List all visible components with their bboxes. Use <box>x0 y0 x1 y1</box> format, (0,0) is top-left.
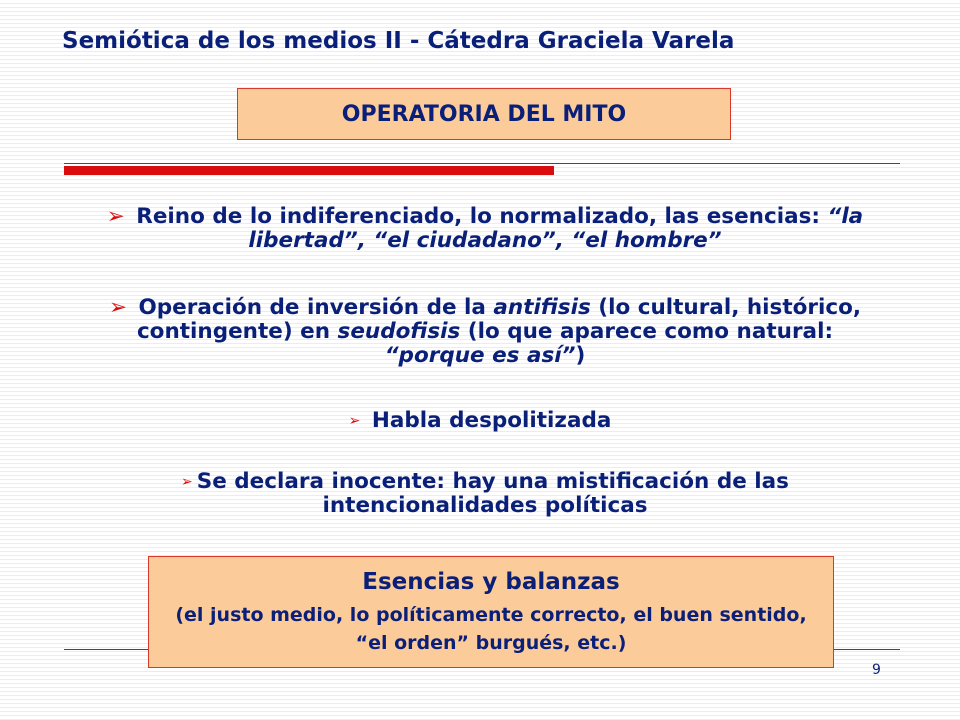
rule-thick <box>64 166 554 175</box>
bullet-4 <box>90 470 880 518</box>
bullet-1 <box>95 205 875 253</box>
bullet-4-text: Se declara inocente: hay una mistificación de las intencionalidades políticas <box>196 469 789 518</box>
page-number: 9 <box>872 662 881 678</box>
arrow-bullet-icon: ➢ <box>181 474 193 490</box>
slide-title-box <box>237 88 731 140</box>
bullet-2-text-a: Operación de inversión de la <box>138 295 494 320</box>
rule-thin <box>64 163 900 164</box>
bullet-2-antifisis: antifisis <box>493 295 591 320</box>
bullet-1-text: Reino de lo indiferenciado, lo normalizado, las esencias: <box>136 204 828 229</box>
bullet-2-seudofisis: seudofisis <box>337 319 461 344</box>
slide-title: OPERATORIA DEL MITO <box>341 101 627 127</box>
arrow-bullet-icon: ➢ <box>106 204 125 229</box>
bullet-2-text-e: (lo que aparece como natural: <box>460 319 834 344</box>
bullet-2 <box>90 296 880 368</box>
bullet-3-text: Habla despolitizada <box>371 408 612 433</box>
summary-heading: Esencias y balanzas <box>362 569 620 595</box>
bullet-2-text-c: (lo cultural, histórico, contingente) en <box>136 295 862 344</box>
bullet-1-italic: “la libertad”, “el ciudadano”, “el hombre” <box>248 204 864 253</box>
arrow-bullet-icon: ➢ <box>108 295 127 320</box>
summary-subtext: (el justo medio, lo políticamente correcto, el buen sentido, “el orden” burgués, etc.) <box>175 604 807 654</box>
bullet-3 <box>90 409 870 433</box>
bullet-2-quote: “porque es así” <box>384 343 576 368</box>
bullet-2-text-g: ) <box>575 343 586 368</box>
summary-box <box>148 556 834 668</box>
arrow-bullet-icon: ➢ <box>348 413 361 429</box>
header-title: Semiótica de los medios II - Cátedra Graciela Varela <box>62 28 735 54</box>
